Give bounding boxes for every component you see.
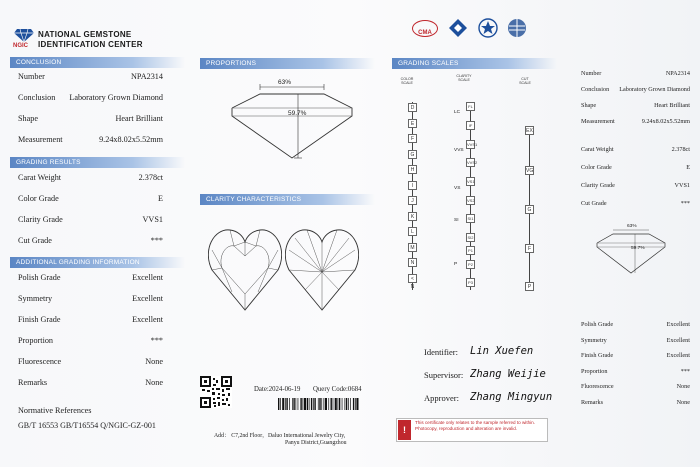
summary-extra-label: Symmetry [581,336,607,344]
additional-label: Polish Grade [18,273,61,282]
grading-label: Cut Grade [18,236,52,245]
star-badge-icon [478,18,498,38]
cma-badge-label: CMA [418,30,432,36]
conclusion-label: Measurement [18,135,63,144]
grading-row [18,173,163,185]
additional-row [18,336,163,348]
grading-scales-header: GRADING SCALES [392,58,557,69]
color-grade-box: L [408,227,417,236]
conclusion-value: Laboratory Grown Diamond [69,93,163,102]
summary-grade-value: 2.378ct [671,146,690,153]
grading-value: VVS1 [142,215,163,224]
signature-name: Lin Xuefen [470,345,534,357]
summary-extra-label: Fluorescence [581,383,614,390]
additional-row [18,294,163,306]
additional-value: None [145,357,163,366]
color-grade-box: H [408,165,417,174]
summary-top-row [581,70,690,79]
org-name-line1: NATIONAL GEMSTONE [38,30,132,39]
clarity-grade-box: VS2 [467,198,475,203]
barcode [278,398,360,410]
summary-extra-value: Excellent [666,336,690,344]
summary-grade-label: Carat Weight [581,146,614,153]
address-line2: Panyu District,Guangzhou [285,440,347,446]
notice-box [396,418,548,442]
notice-text: This certificate only relates to the sample referred to within. Photocopy, reproduction and alteration are invalid. [415,420,536,431]
conclusion-row [18,135,163,147]
issue-date: Date:2024-06-19 [254,386,301,393]
signature-name: Zhang Mingyun [470,391,553,403]
clarity-grade-box: P1 [466,246,475,255]
additional-row [18,357,163,369]
additional-value: None [145,378,163,387]
additional-value: Excellent [132,273,163,282]
logo-text: NGIC [13,43,28,49]
summary-extra-value: Excellent [666,321,690,328]
summary-extra-value: None [676,398,690,406]
diamond-logo-icon [14,28,34,42]
summary-extra-row [581,352,690,361]
grading-row [18,194,163,206]
signature-name: Zhang Weijie [470,368,546,380]
color-grade-box: I [408,181,417,190]
additional-label: Fluorescence [18,357,62,366]
summary-extra-row [581,321,690,330]
conclusion-row [18,93,163,105]
conclusion-row [18,114,163,126]
color-scale-title: COLOR SCALE [400,77,414,85]
summary-extra-label: Polish Grade [581,321,614,328]
depth-percentage: 59.7% [288,110,307,117]
cut-grade-box: P [525,282,534,291]
cut-grade-box: F [525,244,534,253]
address-line1: Add： C7,2nd Floor，Daluo International Jewelry City, [214,433,346,439]
signature-role: Supervisor: [424,370,464,380]
qr-code[interactable] [200,376,232,408]
clarity-grade-box: SI1 [467,216,474,221]
color-grade-box: K [408,212,417,221]
summary-extra-label: Finish Grade [581,352,614,359]
grading-value: *** [150,236,163,245]
grading-value: E [157,194,163,203]
clarity-grade-box: IF [466,121,475,130]
summary-extra-row [581,399,690,408]
conclusion-label: Conclusion [18,93,56,102]
ngic-logo [14,28,34,44]
summary-grade-row [581,164,690,173]
clarity-grade-box: P3 [466,278,475,287]
summary-top-label: Number [581,70,602,77]
clarity-scale-title: CLARITY SCALE [456,74,472,82]
summary-grade-value: E [686,164,690,171]
clarity-group-label: LC [454,110,461,115]
clarity-characteristics-header: CLARITY CHARACTERISTICS [200,194,375,205]
conclusion-value: Heart Brilliant [115,114,163,123]
summary-top-label: Conclusion [581,86,610,93]
clarity-group-label: VS [454,186,461,191]
cut-grade-box: VG [526,168,534,174]
conclusion-label: Number [18,72,45,81]
additional-grading-header: ADDITIONAL GRADING INFORMATION [10,257,185,268]
proportions-header: PROPORTIONS [200,58,375,69]
summary-grade-row [581,146,690,155]
summary-extra-row [581,337,690,346]
color-grade-box: M [408,243,417,252]
conclusion-row [18,72,163,84]
conclusion-label: Shape [18,114,39,123]
globe-badge-icon [507,18,527,38]
summary-top-label: Shape [581,102,597,109]
summary-extra-value: None [676,383,690,390]
additional-row [18,378,163,390]
proportion-diagram [222,78,362,160]
normative-title: Normative References [18,406,92,415]
summary-top-row [581,102,690,111]
clarity-grade-box: VVS2 [467,160,478,165]
grading-label: Clarity Grade [18,215,63,224]
additional-value: *** [150,336,163,345]
conclusion-header: CONCLUSION [10,57,185,68]
summary-top-value: Laboratory Grown Diamond [619,86,690,93]
clarity-grade-box: SI2 [467,235,474,240]
color-grade-box: G [408,150,417,159]
conclusion-value: NPA2314 [130,72,163,81]
color-grade-box: E [408,119,417,128]
warning-icon: ! [398,420,411,440]
summary-top-value: Heart Brilliant [654,102,690,109]
summary-extra-label: Remarks [581,398,603,406]
color-grade-box: D [408,103,417,112]
summary-top-label: Measurement [581,118,615,125]
additional-value: Excellent [132,294,163,303]
cut-grade-box: EX [526,128,533,134]
summary-extra-row [581,368,690,377]
grading-value: 2.378ct [138,173,163,182]
clarity-group-label: VVS [454,148,464,153]
summary-grade-label: Cut Grade [581,200,607,207]
summary-extra-row [581,383,690,392]
color-grade-box: F [408,134,417,143]
summary-grade-label: Clarity Grade [581,182,615,189]
additional-label: Symmetry [18,294,53,303]
signature-role: Approver: [424,393,459,403]
color-grade-box: < N [408,274,417,283]
grading-label: Carat Weight [18,173,62,182]
color-grade-box: N [408,258,417,267]
diamond-badge-icon [448,18,468,38]
summary-grade-value: *** [680,200,690,207]
signature-role: Identifier: [424,347,458,357]
summary-depth-percentage: 59.7% [631,246,645,251]
clarity-group-label: SI [454,218,459,223]
clarity-group-label: P [454,262,458,267]
query-code: Query Code:0684 [313,386,362,393]
cut-scale-title: CUT SCALE [519,77,531,85]
summary-grade-row [581,182,690,191]
summary-top-row [581,118,690,127]
summary-grade-row [581,200,690,209]
summary-extra-value: *** [680,367,690,375]
normative-refs: GB/T 16553 GB/T16554 Q/NGIC-GZ-001 [18,421,156,430]
additional-label: Remarks [18,378,48,387]
color-grade-box: J [408,196,417,205]
grading-results-header: GRADING RESULTS [10,157,185,168]
cut-grade-box: G [525,205,534,214]
summary-table-percentage: 63% [627,224,637,229]
heart-pavilion-diagram [285,226,359,312]
summary-top-value: NPA2314 [665,70,690,77]
clarity-grade-box: FL [466,102,475,111]
summary-top-value: 9.24x8.02x5.52mm [641,118,690,125]
table-percentage: 63% [278,79,292,86]
additional-value: Excellent [132,315,163,324]
org-name-line2: IDENTIFICATION CENTER [38,40,143,49]
grading-row [18,215,163,227]
additional-row [18,273,163,285]
clarity-grade-box: VS1 [467,179,475,184]
grading-label: Color Grade [18,194,59,203]
additional-row [18,315,163,327]
grading-row [18,236,163,248]
summary-grade-value: VVS1 [674,182,690,189]
cma-badge [412,20,438,37]
conclusion-value: 9.24x8.02x5.52mm [99,135,163,144]
summary-top-row [581,86,690,95]
additional-label: Proportion [18,336,54,345]
additional-label: Finish Grade [18,315,61,324]
heart-crown-diagram [208,226,282,312]
clarity-grade-box: P2 [466,260,475,269]
summary-extra-label: Proportion [581,367,608,375]
summary-grade-label: Color Grade [581,164,612,171]
summary-extra-value: Excellent [666,352,690,359]
clarity-grade-box: VVS1 [467,142,478,147]
